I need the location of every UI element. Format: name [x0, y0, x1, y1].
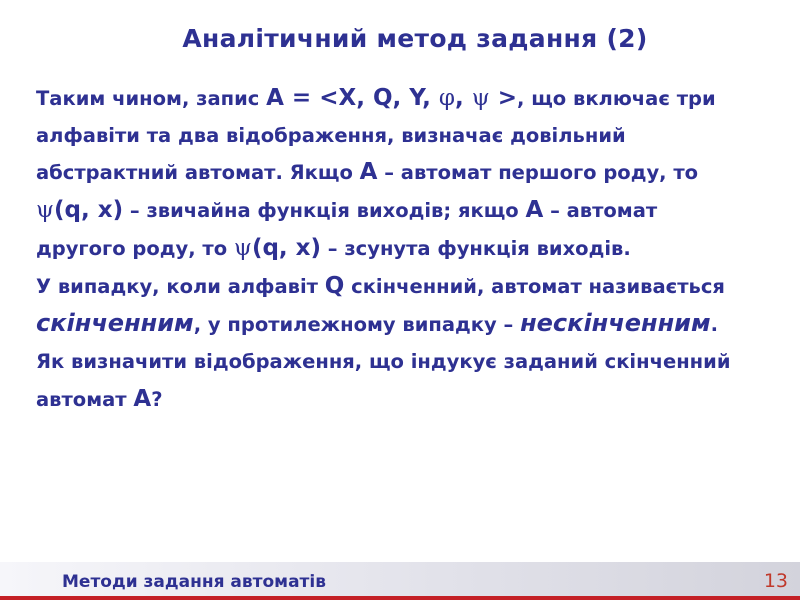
term-finite: скінченним: [36, 309, 194, 338]
body-line-9: [36, 381, 776, 419]
automaton-tuple: А = <X, Q, Y,: [266, 85, 439, 111]
text-fragment: другого роду, то: [36, 236, 234, 260]
body-line-4: [36, 192, 776, 230]
text-fragment: , у протилежному випадку –: [193, 313, 521, 337]
automaton-symbol: А: [525, 197, 544, 224]
footer-divider: [0, 596, 800, 600]
body-line-7: [36, 305, 776, 344]
text-fragment: Таким чином, запис: [36, 87, 267, 110]
text-fragment: ?: [151, 387, 163, 411]
text-fragment: У випадку, коли алфавіт: [36, 274, 325, 298]
alphabet-symbol: Q: [324, 272, 345, 299]
text-fragment: скінченний, автомат називається: [344, 274, 725, 298]
text-fragment: – автомат: [543, 199, 658, 223]
body-line-1: [36, 80, 776, 118]
text-fragment: – автомат першого роду, то: [377, 161, 699, 185]
function-args: (q, x): [54, 197, 124, 224]
automaton-symbol: А: [133, 385, 152, 412]
slide-title: Аналітичний метод задання (2): [182, 24, 648, 53]
body-line-6: [36, 268, 776, 306]
function-args: (q, x): [251, 234, 322, 261]
text-fragment: >: [489, 85, 518, 111]
slide-body: [36, 80, 776, 418]
text-fragment: ,: [454, 85, 472, 111]
body-line-8: Як визначити відображення, що індукує заданий скінченний: [36, 349, 731, 373]
body-line-3: [36, 154, 776, 192]
term-infinite: нескінченним: [520, 309, 711, 338]
phi-symbol: φ: [438, 85, 455, 111]
text-fragment: .: [710, 313, 719, 337]
body-line-2: алфавіти та два відображення, визначає довільний: [36, 123, 626, 147]
psi-symbol: ψ: [36, 197, 55, 224]
text-fragment: абстрактний автомат. Якщо: [36, 161, 360, 185]
text-fragment: автомат: [36, 387, 134, 411]
body-line-5: [36, 230, 776, 268]
psi-symbol: ψ: [471, 85, 490, 111]
footer-title: Методи задання автоматів: [62, 572, 326, 592]
text-fragment: – звичайна функція виходів; якщо: [123, 199, 526, 223]
text-fragment: – зсунута функція виходів.: [321, 236, 631, 260]
text-fragment: , що включає три: [517, 87, 716, 110]
psi-symbol: ψ: [233, 234, 252, 261]
page-number: 13: [763, 570, 788, 592]
automaton-symbol: А: [359, 159, 378, 186]
